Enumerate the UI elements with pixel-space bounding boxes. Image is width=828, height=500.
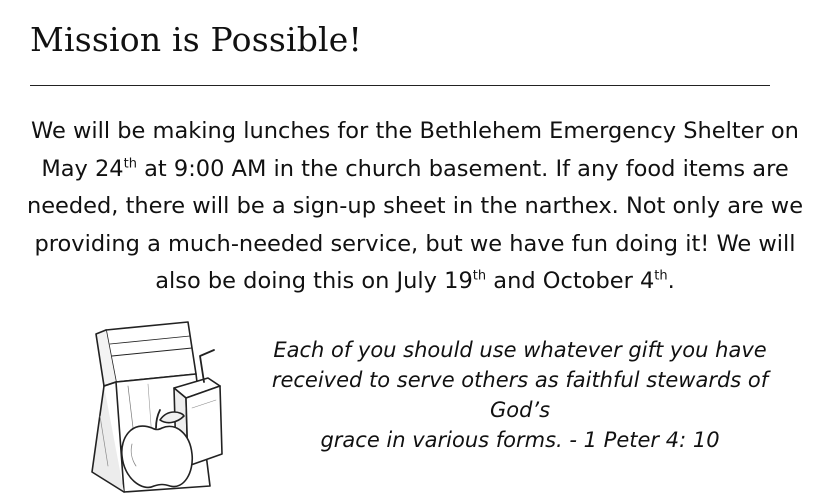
quote-line-1: Each of you should use whatever gift you have	[273, 338, 767, 362]
title-divider	[30, 85, 770, 86]
page-title: Mission is Possible!	[30, 20, 362, 59]
quote-line-3: grace in various forms. - 1 Peter 4: 10	[320, 428, 720, 452]
announcement-part-4: .	[667, 268, 675, 294]
lunch-illustration	[88, 316, 238, 500]
announcement-part-1: We will be making lunches for the Bethlehem Emergency Shelter on May 24	[31, 118, 799, 182]
announcement-part-2: at 9:00 AM in the church basement. If any food items are needed, there will be a sign-up sheet in the narthex. Not only are we providing a much-needed service, but we have fun doing it! We will also be doing this on July 19	[26, 155, 804, 294]
ordinal-suffix-2: th	[472, 268, 487, 284]
scripture-quote	[240, 335, 800, 455]
announcement-text	[20, 113, 810, 301]
quote-line-2: received to serve others as faithful stewards of God’s	[271, 368, 769, 422]
announcement-part-3: and October 4	[486, 268, 655, 294]
ordinal-suffix-1: th	[123, 156, 137, 171]
ordinal-suffix-3: th	[654, 268, 668, 284]
